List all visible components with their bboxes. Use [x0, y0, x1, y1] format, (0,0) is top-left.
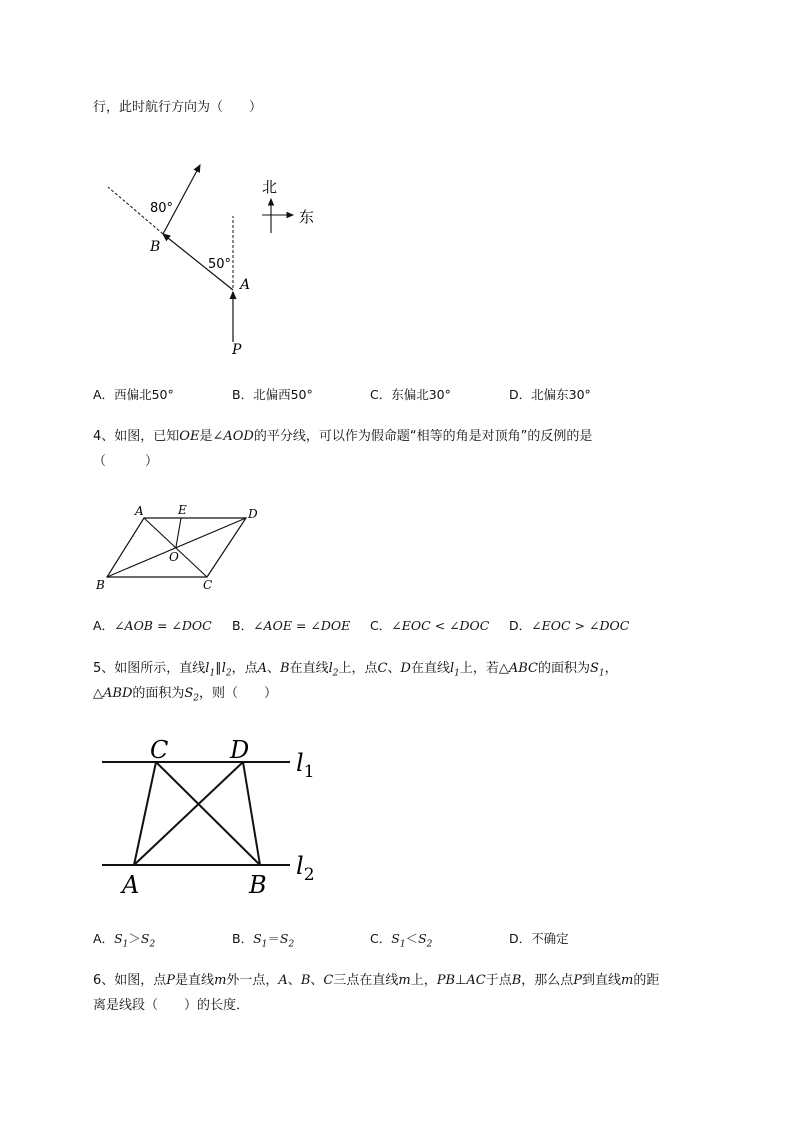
point-o: O [169, 550, 179, 564]
q5-option-c[interactable]: C．$S_1<S_2$ [370, 931, 433, 950]
q5-stem-line2: △ABD的面积为$S_2$，则（ ） [93, 686, 278, 704]
point-b-label: B [150, 239, 161, 255]
segment-ad [134, 762, 243, 865]
q5-stem-line1: 5、如图所示，直线$l_1\parallel l_2$，点A、B在直线$l_2$上，点C、D在直线$l_1$上，若△ABC的面积为$S_1$， [93, 661, 618, 679]
segment-bc [156, 762, 260, 865]
point-a-label: A [240, 277, 251, 293]
q4-stem: 4、如图，已知OE是∠AOD的平分线，可以作为假命题“相等的角是对顶角”的反例的是 [93, 429, 593, 444]
point-b-label: B [249, 871, 267, 899]
q6-stem-line1: 6、如图，点P是直线m外一点，A、B、C三点在直线m上，PB⊥AC于点B，那么点P到直线m的距 [93, 973, 660, 988]
angle-50-label: 50° [208, 257, 232, 272]
compass-north-label: 北 [262, 178, 278, 196]
q3-option-a[interactable]: A．西偏北50° [93, 387, 174, 402]
q4-option-d[interactable]: D．∠EOC > ∠DOC [509, 618, 630, 633]
q4-option-b[interactable]: B．∠AOE = ∠DOE [232, 618, 351, 633]
q3-option-d[interactable]: D．北偏东30° [509, 387, 591, 402]
point-e: E [178, 503, 187, 517]
q6-stem-line2: 离是线段（ ）的长度． [93, 998, 250, 1013]
angle-80-label: 80° [150, 201, 174, 216]
point-a: A [135, 504, 144, 518]
point-d: D [248, 507, 258, 521]
line-l2-label: $l_2$ [296, 852, 315, 885]
point-c: C [203, 578, 213, 592]
q4-answer-paren: （ ） [93, 454, 159, 469]
q3-stem-tail: 行，此时航行方向为（ ） [93, 100, 263, 115]
point-a-label: A [122, 871, 140, 899]
q4-option-c[interactable]: C．∠EOC < ∠DOC [370, 618, 490, 633]
q4-option-a[interactable]: A．∠AOB = ∠DOC [93, 618, 212, 633]
point-d-label: D [230, 736, 250, 764]
point-b: B [96, 578, 105, 592]
q3-option-b[interactable]: B．北偏西50° [232, 387, 313, 402]
q3-option-c[interactable]: C．东偏北30° [370, 387, 451, 402]
compass-east-label: 东 [299, 208, 315, 226]
q5-option-d[interactable]: D．不确定 [509, 931, 569, 946]
q3-navigation-figure [95, 155, 335, 365]
q4-parallelogram-figure [92, 500, 267, 595]
q5-option-b[interactable]: B．$S_1=S_2$ [232, 931, 295, 950]
point-c-label: C [150, 736, 169, 764]
segment-ac [134, 762, 156, 865]
point-p-label: P [232, 342, 242, 358]
path-b-heading [163, 165, 200, 234]
q5-option-a[interactable]: A．$S_1>S_2$ [93, 931, 156, 950]
bisector-oe [176, 518, 181, 547]
q5-parallel-lines-figure [95, 730, 335, 900]
diagonal-bd [107, 518, 246, 577]
line-l1-label: $l_1$ [296, 749, 315, 782]
